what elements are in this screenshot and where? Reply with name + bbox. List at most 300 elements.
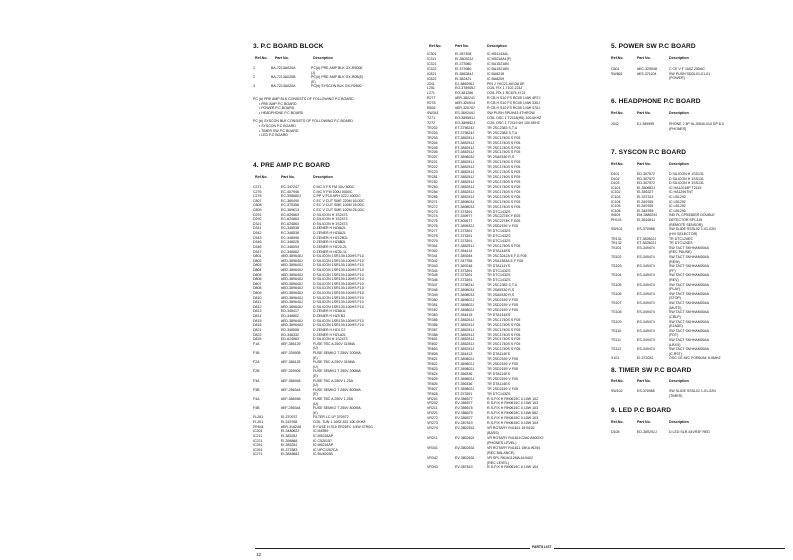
ref-cell: D292 [253,217,262,222]
header-ref: Ref.No. [255,56,268,60]
table-row [611,394,787,399]
part-number-cell: EV-356577 [455,401,473,406]
description-cell: D SILICON 1SR139-100HS F10 [313,267,364,272]
ref-cell [611,394,637,399]
part-number-cell: #ER-380241 [455,96,475,101]
description-cell: SW PUSH SPUH43 4THROW [487,111,535,116]
ref-cell: TR271 [427,199,438,204]
part-number-cell: ET-389802J [455,376,475,381]
ref-cell: TR277 [427,229,438,234]
description-cell: VR ROTARY R41611 15KA W254 [487,445,541,450]
part-number-cell: EO-378905J [455,86,475,91]
table-row [611,356,787,361]
description-cell: (CRLP) [669,314,681,319]
description-cell: TR 2SC2274K F E05 [487,219,521,224]
header-part: Part No. [455,44,469,48]
ref-cell: C807 [253,198,262,203]
description-cell: TR DTA144ES [487,248,511,253]
table-pre-amp-continued [427,52,603,470]
part-number-cell: EC-348062 [281,249,299,254]
part-number-cell: EI-380323J [455,56,474,61]
ref-cell: D103 [611,181,620,186]
ref-cell: C271 [253,185,262,189]
ref-cell: TR255 [427,194,438,199]
description-cell: TR 2SD2159 V F05 [487,303,518,308]
ref-cell: D806 [253,277,262,282]
ref-cell [611,127,637,132]
description-cell: C PP V P10 APH 022J 400DC [313,194,361,199]
part-number-cell: EO-389852J [455,120,475,125]
description-cell: (E) [313,392,318,397]
description-cell: TR 2SC2383 S,T,U [487,130,518,135]
description-cell: R CB H S10 FS RC05 1/4W 470J [487,106,540,111]
description-cell: (C.RST) [669,351,683,356]
description-cell: D SILICON 1SR139-100HS F10 [313,323,364,328]
part-number-cell: EV-356678 [455,406,473,411]
part-number-cell: EI-38325J [281,433,298,438]
description-cell: SW TACT SKHHAM004A [669,273,710,278]
table-pc-board-block [253,66,421,89]
description-cell: SW PUSH SDDL01-01-01 [669,71,711,76]
description-cell: (U) [313,346,318,351]
description-cell: C MC V FM 100U 0000C [313,189,353,194]
description-cell: IC M5218AL(F) [487,56,512,61]
header-ref: Ref.No. [429,44,442,48]
ref-cell: TS105 [611,282,622,287]
description-cell: (H/V SELECTOR) [669,231,698,236]
description-cell: TR 2SD2159 V F05 [487,367,518,371]
description-cell: IC LB1290 [669,208,686,213]
ref-cell: D814 [253,314,262,319]
description-cell: IC M5218AP [313,443,334,448]
header-ref: Ref.No. [611,420,624,424]
part-number-cell: #EF-386125 [281,360,301,365]
part-number-cell: ES-349474 [637,347,655,352]
part-number-cell [637,76,669,81]
ref-cell: TR223 [427,170,438,175]
description-cell: D ZENER H HZ8A2L [313,226,347,231]
part-number-cell: ET-385251J [455,165,475,170]
part-number-cell: ET-369248 [455,263,473,268]
ref-cell: F1A [253,341,260,346]
section-title-headphone: 6. HEADPHONE P.C BOARD [611,98,701,105]
part-number-cell: ET-385251J [455,189,475,194]
part-number-cell: ET-389803J [455,155,475,160]
description-cell: TR 2SC1740S S F05 [487,184,521,189]
description-cell: TR 2SC1740S S F05 [487,175,521,180]
description-cell: R FUSE H S10 ER25FC 1/4W 47R0G [313,424,373,429]
description-cell: D SILICON H 1S2473 [313,212,348,217]
ref-cell [611,76,637,81]
description-cell: TR 2SC2383 S,T,U [487,125,518,130]
part-number-cell: ET-379824J [455,130,475,135]
ref-cell: TR205 [427,145,438,150]
description-cell: D ZENER H HZ12B2L [313,235,349,240]
ref-cell: D810 [253,295,262,300]
description-cell: TR 2SC1740S S F05 [487,179,521,184]
description-cell: IC HA12967NT [669,190,694,195]
part-number-cell: EC-375356 [281,203,299,208]
ref-cell: IC821 [427,71,437,76]
part-number-cell: ES-349474 [637,328,655,333]
notes-pc-board-block [253,97,355,138]
part-number-cell: ET-385251J [455,243,475,248]
description-cell: TR 2SC1740S S F05 [487,327,521,332]
part-number-cell: ET-385251J [455,160,475,165]
ref-cell: SW341 [427,111,439,116]
part-number-cell: ES-349474 [637,291,655,296]
ref-cell: TR203 [427,135,438,140]
part-number-cell: ET-389803J [455,288,475,293]
description-cell: TR 2SC1740S S F05 [487,342,521,347]
part-number-cell: ET-354413 [455,352,473,357]
description-cell: D SILICON H 1S2473 [313,217,348,222]
ref-cell: TR351 [427,303,438,308]
part-number-cell: ED-624863 [281,337,299,342]
part-number-cell: #ED-389640J [281,272,303,277]
part-number-cell: ET-385251J [455,322,475,327]
part-number-cell: EC-348094 [281,244,299,249]
ref-cell: T271 [427,115,436,120]
ref-cell: TR341 [427,253,438,258]
ref-cell: D805 [253,272,262,277]
description-cell: IC M5218AP [313,433,334,438]
description-cell: (MUTE) [669,305,682,310]
description-cell: R-S-FIX H RH0615C 0.10W 102 [487,396,539,401]
description-cell: D SILICON 1SR139-100HS F10 [313,254,364,259]
part-number-cell: EI-349765 [637,199,654,204]
description-cell: R-S-FIX H RH0615C 0.10W 682 [487,411,539,416]
description-cell: IC M4559 [313,429,329,434]
ref-cell: TS103 [611,264,622,269]
part-number-cell: #ES-371104 [637,71,657,76]
description-cell: (REC PAUSE) [669,250,692,255]
part-number-cell: EC-407946 [281,189,299,194]
ref-cell: FR541 [253,424,264,429]
part-number-cell: EO-381266 [455,91,474,96]
part-number-cell: ET-385251J [455,170,475,175]
part-number-cell: ES-349474 [637,319,655,324]
description-cell: (FF) [669,268,676,273]
part-number-cell [637,394,669,399]
ref-cell: C278 [253,194,262,199]
ref-cell: TR357 [427,327,438,332]
part-number-cell [637,127,669,132]
note-bullet: • LED P.C BOARD [259,133,288,138]
description-cell: TR 2SC1740S S F05 [487,243,521,248]
ref-cell: D101 [611,172,620,176]
part-number-cell: EV-380262J [455,435,475,440]
part-number-cell: #ED-389640J [281,300,303,305]
part-number-cell: EO-389551J [455,115,475,120]
ref-cell: D813 [253,309,262,314]
ref-cell: TS107 [611,301,622,306]
ref-cell: VR211 [427,435,438,440]
ref-cell: SW102 [611,389,623,393]
header-ref: Ref.No. [611,162,624,166]
part-number-cell: #EF-339905 [281,369,301,374]
description-cell: C MC V FS FM 10U 50DC [313,185,355,189]
ref-cell: D321 [253,221,262,226]
part-number-cell: #ER-316248 [281,424,301,429]
part-number-cell: ET-385251J [455,184,475,189]
description-cell: TR 2SC1740S S F05 [487,145,521,150]
part-number-cell: BA-7213A020B [271,75,296,80]
header-part: Part No. [637,420,651,424]
description-cell: PHONE J 3P HLJ0540-010 DP 6.3 [669,122,724,126]
description-cell: TR 2SC1740S S F05 [487,347,521,352]
part-number-cell: #EC-329548 [637,67,657,71]
description-cell: C EC V CUT SME 100M 16.0DC [313,203,365,208]
ref-cell: D342 [253,231,262,236]
description-cell: (REMOTE SENSOR) [669,222,703,227]
section-title-led: 9. LED P.C BOARD [611,407,672,414]
part-number-cell: ET-389803J [455,204,475,209]
description-cell: TR DTA114ES [487,381,510,386]
description-cell: TR DTA114YS [487,263,510,268]
header-part: Part No. [637,162,651,166]
part-number-cell: #ED-389640J [281,295,303,300]
description-cell: PC(#) PRE AMP BLK GX-R05(E) [311,75,364,80]
description-cell: TR 2SC1740S S F05 [487,332,521,337]
ref-cell: IC251 [253,443,263,448]
ref-cell: TS106 [611,291,622,296]
description-cell: (REV) [669,278,679,283]
description-cell: TR 2SD2159 V F05 [487,357,518,362]
description-cell: (STOP) [669,296,681,301]
part-number-cell: ET-389803J [455,199,475,204]
description-cell: (PLAY) [669,287,681,292]
part-number-cell: EI-384868J [281,452,300,457]
part-number-cell: ES-349474 [637,273,655,278]
header-part: Part No. [281,175,295,179]
description-cell: FUSE SEMKO T 250V 200MA [313,369,361,374]
part-number-cell: ET-356336 [455,371,473,376]
part-number-cell: ET-356336 [455,381,473,386]
ref-cell: TR822 [427,362,438,367]
description-cell: TR DTC143ZS [487,209,511,214]
section-title-syscon: 7. SYSCON P.C BOARD [611,149,687,156]
description-cell: R CB H S10 FS RC05 1/4W 330J [487,101,540,106]
header-ref: Ref.No. [611,379,624,383]
description-cell: COIL FIX 1.7102 223J [487,86,523,91]
section-title-power-sw: 5. POWER SW P.C BOARD [611,43,696,50]
part-number-cell: #EF-256344 [281,406,301,411]
ref-cell: TR352 [427,307,438,312]
part-number-cell: EI-348062J [281,429,300,434]
ref-cell: T272 [427,120,436,125]
description-cell: IC BA15218N [487,61,509,66]
table-row [253,84,421,89]
description-cell: (E) [313,373,318,378]
note-bullet: • SYSCON P.C BOARD [259,123,296,128]
description-cell: TR 2SC1740S S F05 [487,337,521,342]
ref-cell: TR254 [427,189,438,194]
part-number-cell: #EF-256344 [281,387,301,392]
description-cell: (REW) [669,259,680,264]
description-cell: TR 2SA9330 R,S [487,288,515,293]
part-number-cell: EV-380254J [455,426,475,431]
ref-cell: TR805 [427,352,438,357]
ref-cell: TR801 [427,337,438,342]
ref-cell: F4A [253,397,260,402]
part-number-cell: #ED-389640J [281,267,303,272]
description-cell: TR 2SC1740S S F05 [487,189,521,194]
part-number-cell: EI-373980 [455,61,472,66]
description-cell: FUSE SEMKO T 250V 800MA [313,406,361,411]
header-ref: Ref.No. [611,56,624,60]
header-desc: Description [669,111,689,115]
description-cell: TR DTC143ZS [487,273,511,278]
part-number-cell: #EF-339905 [281,350,301,355]
ref-cell: J342 [611,122,619,126]
ref-cell: TR275 [427,219,438,224]
description-cell: TR DTC143ZS [487,391,511,396]
description-cell: TR 2SC1740S S F05 [487,317,521,322]
part-number-cell: BA-7213A020A [271,66,296,70]
description-cell: D ZENER H HZ8A1L [313,309,347,314]
table-row [611,127,787,132]
description-cell: (REC LEVEL) [487,460,509,465]
description-cell: TR 2SD2159 V F05 [487,376,518,381]
ref-cell: IC102 [611,190,621,195]
part-number-cell: EC-369613 [281,208,299,213]
description-cell: TR 2SC1740S S F05 [487,135,521,140]
ref-cell: TR278 [427,234,438,239]
ref-cell: F1B [253,350,260,355]
description-cell: TR DTC143ZS [487,278,511,283]
description-cell: D SILICON H 1S2473 [313,221,348,226]
part-number-cell: ET-389802J [455,357,475,362]
description-cell: FUSE TBC A 250V 1.25A [313,397,353,402]
ref-cell: IC101 [611,185,621,190]
part-number-cell: EC-624863 [281,212,299,217]
table-row [253,452,421,457]
ref-cell: TR204 [427,140,438,145]
ref-cell: F3B [253,387,260,392]
part-number-cell: ET-385251J [455,342,475,347]
description-cell: TR 2SD2159 V F05 [487,224,518,229]
ref-cell: SW801 [611,71,623,76]
description-cell: SW TACT SKHHAM004A [669,254,710,259]
part-number-cell: #EF-386948 [281,378,301,383]
description-cell: TR DTC143ZS [487,229,511,234]
ref-cell: IC322 [427,66,437,71]
header-desc: Description [669,162,689,166]
description-cell: IND FL CP5338GR DOUBLE [669,213,715,218]
ref-cell: TR251 [427,175,438,180]
ref-cell: VR273 [427,421,438,426]
ref-cell: D821 [253,327,262,332]
description-cell: D ZENER H HZ5 B3 [313,314,346,319]
ref-cell: D804 [253,267,262,272]
description-cell: C CE V F 100Z 250AC [669,67,705,71]
part-number-cell: ES-369244J [455,111,475,116]
description-cell: SW TACT SKHHAM004A [669,291,710,296]
ref-cell: D808 [253,286,262,291]
description-cell: VR SPL R616112MA A104X2 [487,455,534,460]
part-number-cell: ET-373391 [455,209,473,214]
ref-cell: SW101 [611,227,623,232]
part-number-cell: ET-354415 [455,312,473,317]
part-number-cell: EI-348765 [637,208,654,213]
description-cell: D SILICON 1SR139-100HS F10 [313,272,364,277]
table-row [611,430,787,435]
section-title-timer-sw: 8. TIMER SW P.C BOARD [611,367,692,374]
ref-cell: D291 [253,212,262,217]
table-row [611,76,787,81]
description-cell: TR 2SC1740S S F05 [487,150,521,155]
description-cell: VR ROTARY R41611C2A0 A50OX2 [487,435,544,440]
ref-cell: PH101 [611,218,622,223]
ref-cell: TR276 [427,224,438,229]
ref-cell: VR211 [427,406,438,411]
ref-cell: TR356 [427,322,438,327]
part-number-cell: #EF-386125 [281,341,301,346]
ref-cell: TR350 [427,298,438,303]
description-cell: D SILICON 1SR139-100HS F10 [313,258,364,263]
part-number-cell: ET-373391 [455,391,473,396]
part-number-cell: ET-385251J [455,194,475,199]
ref-cell: F3A [253,378,260,383]
part-number-cell: ET-389803J [455,293,475,298]
description-cell: D ZENER H HZ30-1L [313,249,347,254]
part-number-cell: #ED-389640J [281,254,303,259]
description-cell: TR 2SC1740S S F05 [487,170,521,175]
description-cell: D SILICON 1SR139-100HS F10 [313,263,364,268]
description-cell: FILTER LC LP 370972 [313,415,349,420]
part-number-cell: ET-339977 [455,214,473,219]
description-cell: IC BA15218N [487,66,509,71]
part-number-cell: #ED-389640J [281,277,303,282]
ref-cell: 3 [253,84,255,89]
part-number-cell: ET-305977 [455,219,473,224]
description-cell: COIL TUN 1 100Z-431 100.0KHZ [313,420,366,425]
part-number-cell: ET-373391 [455,234,473,239]
description-cell: COIL FIX 1 RC875 472J [487,91,526,96]
part-number-cell: ED-307572 [637,172,655,176]
description-cell: TR 2SC1740S S F05 [487,199,521,204]
part-number-cell: EV-380263J [455,455,475,460]
ref-cell: D812 [253,304,262,309]
header-desc: Description [313,56,333,60]
description-cell: D SILICON 1SR139-100HS F10 [313,281,364,286]
ref-cell: VR342 [427,455,438,460]
part-number-cell: #ED-389640J [281,304,303,309]
description-cell: IC BU4003B [313,452,333,457]
ref-cell: TR301 [427,243,438,248]
part-number-cell: EC-348538 [281,226,299,231]
ref-cell: C276 [253,189,262,194]
description-cell: D SILICON 1SR139-100HS F10 [313,318,364,323]
ref-cell: FL301 [253,420,264,425]
description-cell: SW TACT SKHHAM004A [669,264,710,269]
part-number-cell: #ED-389640J [281,286,303,291]
part-number-cell: EI-357498 [455,52,472,56]
description-cell: R-S-FIX H RH0615C 0.10W 104 [487,465,539,470]
ref-cell: TR825 [427,376,438,381]
description-cell: (PHONES) [669,126,687,131]
ref-cell: D825 [253,337,262,342]
ref-cell: IC105 [611,204,621,209]
description-cell: IC BA6218 [487,71,505,76]
description-cell: (FDT) [669,333,679,338]
ref-cell: FL281 [253,415,264,420]
part-number-cell: EC-348596 [281,235,299,240]
ref-cell: D816 [253,323,262,328]
part-number-cell: #ED-389640J [281,323,303,328]
description-cell: TR 2SD2159 V F05 [487,362,518,367]
